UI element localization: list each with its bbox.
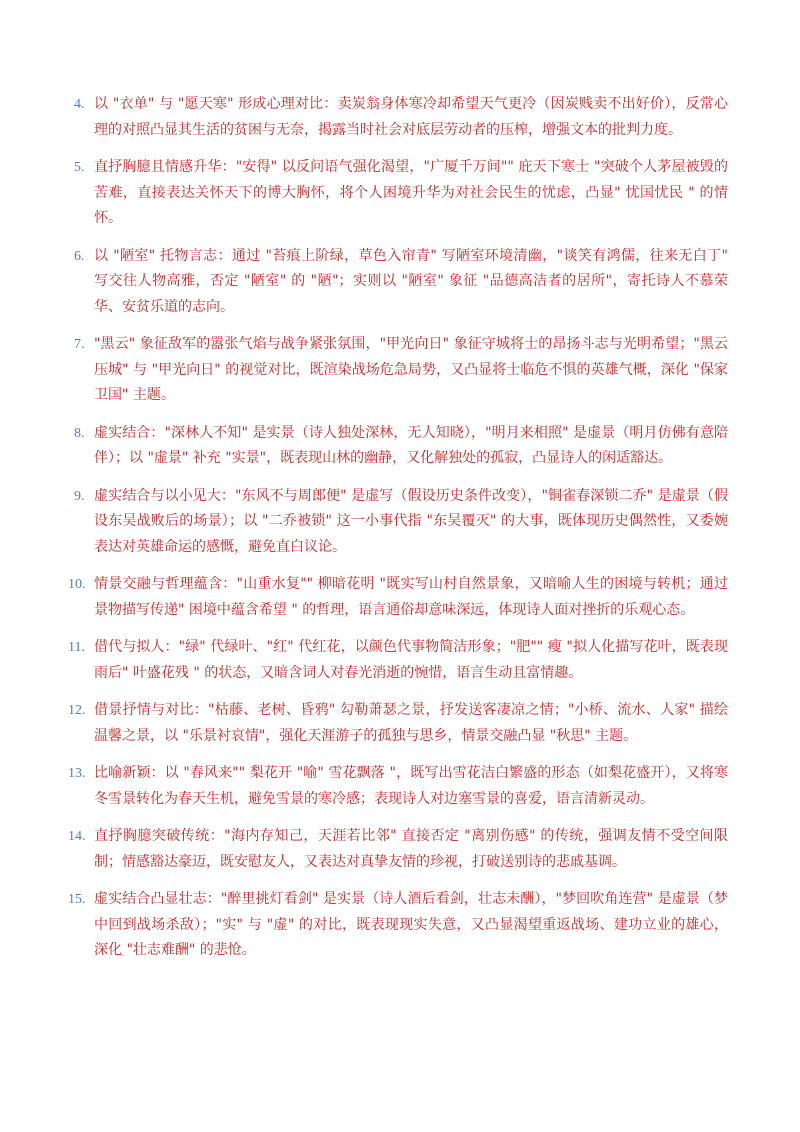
list-item <box>72 155 728 232</box>
list-item <box>68 572 728 623</box>
item-number: 13. <box>68 766 86 781</box>
item-text: 借代与拟人："绿" 代绿叶、"红" 代红花，以颜色代事物简洁形象；"肥"" 瘦 "拟人化描写花叶，既表现雨后" 叶盛花残 " 的状态，又暗含词人对春光消逝的惋惜，语言生动且富情趣。 <box>94 639 728 681</box>
list-item <box>68 761 728 812</box>
item-number: 6. <box>74 248 85 264</box>
list-item <box>72 92 728 143</box>
item-number: 5. <box>74 160 85 175</box>
item-text: "黑云" 象征敌军的嚣张气焰与战争紧张氛围，"甲光向日" 象征守城将士的昂扬斗志与光明希望；"黑云压城" 与 "甲光向日" 的视觉对比，既渲染战场危急局势，又凸显将士临危不惧的英雄气概，深化 "保家卫国" 主题。 <box>94 336 728 403</box>
list-item <box>68 635 728 686</box>
item-text: 虚实结合："深林人不知" 是实景（诗人独处深林，无人知晓），"明月来相照" 是虚景（明月仿佛有意陪伴）；以 "虚景" 补充 "实景"，既表现山林的幽静，又化解独处的孤寂，凸显诗人的闲适豁达。 <box>94 424 728 466</box>
list-item <box>72 244 728 321</box>
item-text: 比喻新颖：以 "春风来"" 梨花开 "喻" 雪花飘落 "，既写出雪花洁白繁盛的形态（如梨花盛开），又将寒冬雪景转化为春天生机，避免雪景的寒冷感；表现诗人对边塞雪景的喜爱，语言清新灵动。 <box>94 765 728 807</box>
item-text: 情景交融与哲理蕴含："山重水复"" 柳暗花明 "既实写山村自然景象，又暗喻人生的困境与转机；通过景物描写传递" 困境中蕴含希望 " 的哲理，语言通俗却意味深远，体现诗人面对挫折的乐观心态。 <box>94 576 728 618</box>
item-number: 10. <box>68 577 86 592</box>
item-text: 以 "衣单" 与 "愿天寒" 形成心理对比：卖炭翁身体寒冷却希望天气更冷（因炭贱卖不出好价），反常心理的对照凸显其生活的贫困与无奈，揭露当时社会对底层劳动者的压榨，增强文本的批判力度。 <box>94 96 728 138</box>
item-number: 7. <box>74 337 85 352</box>
item-number: 8. <box>74 425 85 441</box>
item-number: 15. <box>68 892 86 907</box>
item-number: 9. <box>74 488 85 504</box>
item-text: 借景抒情与对比："枯藤、老树、昏鸦" 勾勒萧瑟之景，抒发送客凄凉之情；"小桥、流水、人家" 描绘温馨之景，以 "乐景衬哀情"，强化天涯游子的孤独与思乡，情景交融凸显 "秋思" 主题。 <box>94 702 728 744</box>
list-item <box>72 484 728 561</box>
item-number: 11. <box>68 640 85 655</box>
item-text: 虚实结合凸显壮志："醉里挑灯看剑" 是实景（诗人酒后看剑，壮志未酬），"梦回吹角连营" 是虚景（梦中回到战场杀敌）；"实" 与 "虚" 的对比，既表现现实失意，又凸显渴望重返战场、建功立业的雄心，深化 "壮志难酬" 的悲怆。 <box>94 891 728 958</box>
list-item <box>72 421 728 472</box>
list-item <box>68 824 728 875</box>
list-item <box>68 887 728 964</box>
item-text: 虚实结合与以小见大："东风不与周郎便" 是虚写（假设历史条件改变），"铜雀春深锁二乔" 是虚景（假设东吴战败后的场景）；以 "二乔被锁" 这一小事代指 "东吴覆灭" 的大事，既体现历史偶然性，又委婉表达对英雄命运的感慨，避免直白议论。 <box>94 487 728 555</box>
item-text: 以 "陋室" 托物言志：通过 "苔痕上阶绿，草色入帘青" 写陋室环境清幽，"谈笑有鸿儒，往来无白丁" 写交往人物高雅，否定 "陋室" 的 "陋"；实则以 "陋室" 象征 "品德高洁者的居所"，寄托诗人不慕荣华、安贫乐道的志向。 <box>94 247 728 315</box>
item-text: 直抒胸臆且情感升华："安得" 以反问语气强化渴望，"广厦千万间"" 庇天下寒士 "突破个人茅屋被毁的苦难，直接表达关怀天下的博大胸怀，将个人困境升华为对社会民生的忧虑，凸显" 忧国忧民 " 的情怀。 <box>94 159 728 226</box>
list-item <box>72 332 728 409</box>
item-number: 14. <box>68 829 86 844</box>
item-text: 直抒胸臆突破传统："海内存知己，天涯若比邻" 直接否定 "离别伤感" 的传统，强调友情不受空间限制；情感豁达豪迈，既安慰友人，又表达对真挚友情的珍视，打破送别诗的悲戚基调。 <box>94 828 728 870</box>
item-number: 12. <box>68 703 86 718</box>
item-number: 4. <box>74 97 85 112</box>
list-item <box>68 698 728 749</box>
